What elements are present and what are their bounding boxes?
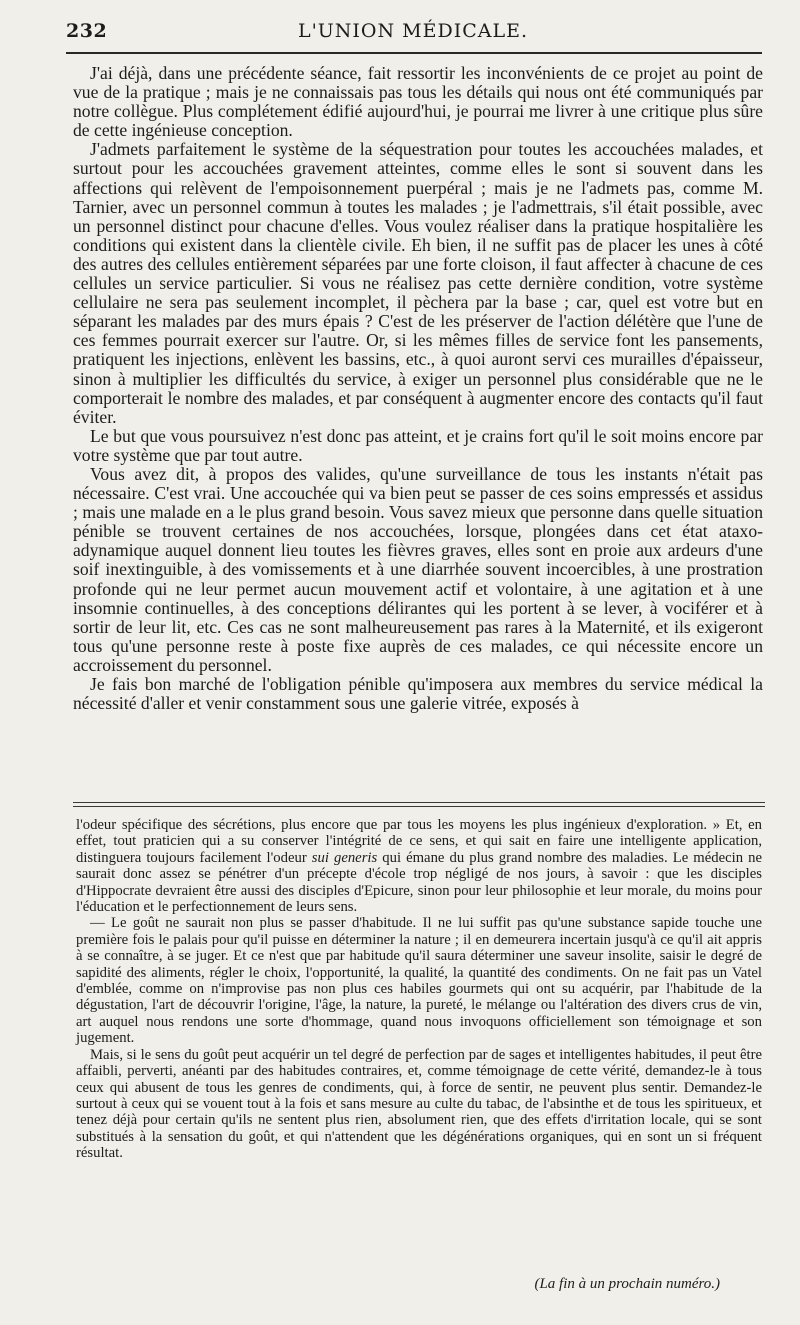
footnote-separator-rule	[73, 802, 765, 807]
footnote-italic-term: sui generis	[311, 849, 378, 866]
footnote-paragraph: Mais, si le sens du goût peut acquérir un tel degré de perfection par de sages et intelligentes habitudes, il peut être affaibli, perverti, anéanti par des habitudes contraires, et, comme témoignage de cette vérité, demandez-le à tous ceux qui abusent de tous les genres de condiments, qui, à force de sentir, ne peuvent plus sentir. Demandez-le surtout à ceux qui se vouent tout à la fois et sans mesure au culte du tabac, de l'absinthe et de tous les spiritueux, et tenez déjà pour certain qu'ils ne sentent plus rien, absolument rien, que des effets d'irritation locale, qui se sont substitués à la sensation du goût, et qui n'attendent que les dégénérations organiques, qui en sont un si fréquent résultat.	[76, 1046, 762, 1162]
footnote-paragraph: — Le goût ne saurait non plus se passer d'habitude. Il ne lui suffit pas qu'une substance sapide touche une première fois le palais pour qu'il puisse en déterminer la nature ; il en demeurera incertain jusqu'à ce qu'il ait appris à se connaître, à se juger. Et ce n'est que par habitude qu'il saura déterminer une saveur insolite, saisir le degré de sapidité des aliments, régler le choix, l'opportunité, la qualité, la quantité des condiments. On ne fait pas un Vatel d'emblée, comme on n'improvise pas non plus ces habiles gourmets qui ont su acquérir, par l'habitude de la dégustation, l'art de découvrir l'origine, l'âge, la nature, la pureté, le mélange ou l'altération des divers crus de vin, art auquel nous rendons une sorte d'hommage, quand nous invoquons officiellement son témoignage et son jugement.	[76, 915, 762, 1047]
header-rule	[66, 52, 762, 54]
body-paragraph: J'ai déjà, dans une précédente séance, fait ressortir les inconvénients de ce projet au point de vue de la pratique ; mais je ne connaissais pas tous les détails qui nous ont été communiqués par notre collègue. Plus complétement édifié aujourd'hui, je pourrai me livrer à une critique plus sûre de cette ingénieuse conception.	[73, 63, 763, 141]
body-paragraph: Le but que vous poursuivez n'est donc pas atteint, et je crains fort qu'il le soit moins encore par votre système que par tout autre.	[73, 425, 763, 465]
body-paragraph: Vous avez dit, à propos des valides, qu'une surveillance de tous les instants n'était pas nécessaire. C'est vrai. Une accouchée qui va bien peut se passer de ces soins empressés et assidus ; mais une malade en a le plus grand besoin. Vous savez mieux que personne dans quelle situation pénible se trouvent certaines de nos accouchées, lorsque, plongées dans cet état ataxo-adynamique auquel donnent lieu toutes les fièvres graves, elles sont en proie aux ardeurs d'une soif inextinguible, à des vomissements et à une diarrhée souvent incoercibles, à une prostration profonde qui ne leur permet aucun mouvement actif et volontaire, à une agitation et à une insomnie continuelles, à des conceptions délirantes qui les portent à se lever, à vociférer et à sortir de leur lit, etc. Ces cas ne sont malheureusement pas rares à la Maternité, et ils exigeront tous qu'une personne reste à poste fixe auprès de ces malades, ce qui nécessite encore un accroissement du personnel.	[73, 463, 763, 675]
page-header	[66, 18, 760, 48]
page-number: 232	[66, 20, 108, 42]
footnote-text-run: l'odeur spécifique des sécrétions, plus encore que par tous les moyens les plus ingénieux d'exploration. » Et, en effet, tout praticien qui a su conserver l'intégrité de ce sens, et qui sait en faire une intelligente application, distinguera toujours facilement l'odeur	[76, 817, 762, 866]
main-text	[73, 64, 763, 713]
body-paragraph: J'admets parfaitement le système de la séquestration pour toutes les accouchées malades, et surtout pour les accouchées gravement atteintes, comme elles le sont si souvent dans les affections qui relèvent de l'empoisonnement puerpéral ; mais je ne l'admets pas, comme M. Tarnier, avec un personnel commun à toutes les malades ; je l'admettrais, s'il était possible, avec un personnel distinct pour chacune d'elles. Vous voulez réaliser dans la pratique hospitalière les conditions qui existent dans la clientèle civile. Eh bien, il ne suffit pas de placer les unes à côté des autres des cellules entièrement séparées par une forte cloison, il faut affecter à chacune de ces cellules un service particulier. Si vous ne réalisez pas cette dernière condition, votre système cellulaire ne sera pas seulement incomplet, il pèchera par la base ; car, quel est votre but en séparant les malades par des murs épais ? C'est de les préserver de l'action délétère que l'une de ces femmes pourrait exercer sur l'autre. Or, si les mêmes filles de service font les pansements, pratiquent les injections, enlèvent les bassins, etc., à quoi auront servi ces murailles d'épaisseur, sinon à multiplier les difficultés du service, à exiger un personnel plus considérable que ne le comporterait le nombre des malades, et par conséquent à augmenter encore des contacts qu'il faut éviter.	[73, 139, 763, 427]
footnote-paragraph	[76, 817, 762, 915]
footnote-text-run: qui émane du plus grand nombre des maladies. Le médecin ne saurait donc assez se pénétrer d'un précepte d'école trop négligé de nos jours, à savoir : que les disciples d'Hippocrate devraient être aussi des disciples d'Epicure, sinon pour leur philosophie et leur morale, du moins pour l'éducation et le perfectionnement de leurs sens.	[76, 849, 762, 916]
continuation-note: (La fin à un prochain numéro.)	[534, 1276, 720, 1292]
footnote-text	[76, 817, 762, 1162]
body-paragraph: Je fais bon marché de l'obligation pénible qu'imposera aux membres du service médical la nécessité d'aller et venir constamment sous une galerie vitrée, exposés à	[73, 674, 763, 714]
running-title: L'UNION MÉDICALE.	[297, 20, 529, 42]
